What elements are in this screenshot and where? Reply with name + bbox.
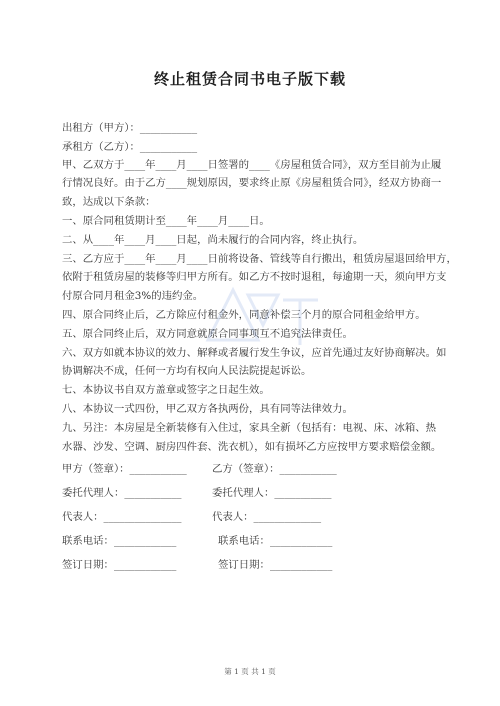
clause-6-line-2: 协调解决不成，任何一方均有权向人民法院提起诉讼。 (62, 365, 312, 377)
clause-4: 四、原合同终止后，乙方除应付租金外，同意补偿三个月的原合同租金给甲方。 (62, 309, 426, 321)
clause-2: 二、从____年____月____日起，尚未履行的合同内容，终止执行。 (62, 234, 364, 246)
clause-3-line-2: 依附于租赁房屋的装修等归甲方所有。如乙方不按时退租，每逾期一天，须向甲方支 (62, 271, 447, 283)
lessor-line: 出租方（甲方）：___________ (62, 122, 198, 134)
party-a-seal-field: 甲方（签章）：___________ (62, 463, 187, 475)
clause-9-line-1: 九、另注：本房屋是全新装修有入住过，家具全新（包括有：电视、床、冰箱、热 (62, 422, 437, 434)
clause-3-line-3: 付原合同月租金3%的违约金。 (62, 290, 204, 302)
clause-7: 七、本协议书自双方盖章或签字之日起生效。 (62, 384, 270, 396)
party-b-representative-field: 代表人：_____________ (212, 511, 322, 523)
document-title: 终止租赁合同书电子版下载 (153, 70, 346, 88)
party-a-phone-field: 联系电话：____________ (62, 535, 177, 547)
clause-9-line-2: 水器、沙发、空调、厨房四件套、洗衣机），如有损坏乙方应按甲方要求赔偿金额。 (62, 441, 442, 453)
party-a-agent-field: 委托代理人：___________ (62, 487, 182, 499)
party-a-representative-field: 代表人：_______________ (62, 511, 182, 523)
clause-6-line-1: 六、双方如就本协议的效力、解释或者履行发生争议，应首先通过友好协商解决。如 (62, 347, 447, 359)
party-b-seal-field: 乙方（签章）：___________ (212, 463, 337, 475)
lessee-line: 承租方（乙方）：___________ (62, 141, 198, 153)
clause-5: 五、原合同终止后，双方同意就原合同事项互不追究法律责任。 (62, 328, 353, 340)
page-footer: 第 1 页 共 1 页 (224, 667, 276, 676)
intro-line-2: 行情况良好。由于乙方____规划原因，要求终止原《房屋租赁合同》，经双方协商一 (62, 177, 442, 189)
party-b-phone-field: 联系电话：____________ (218, 535, 333, 547)
intro-line-1: 甲、乙双方于____年____月____日签署的____《房屋租赁合同》，双方至目前为止履 (62, 159, 442, 171)
clause-1: 一、原合同租赁期计至____年____月____日。 (62, 215, 270, 227)
intro-line-3: 致，达成以下条款： (62, 196, 156, 208)
party-b-date-field: 签订日期：____________ (218, 559, 333, 571)
clause-3-line-1: 三、乙方应于____年____月____日前将设备、管线等自行搬出，租赁房屋退回给甲方， (62, 253, 457, 265)
clause-8: 八、本协议一式四份，甲乙双方各执两份，具有同等法律效力。 (62, 403, 353, 415)
party-b-agent-field: 委托代理人：___________ (212, 487, 332, 499)
party-a-date-field: 签订日期：____________ (62, 559, 177, 571)
